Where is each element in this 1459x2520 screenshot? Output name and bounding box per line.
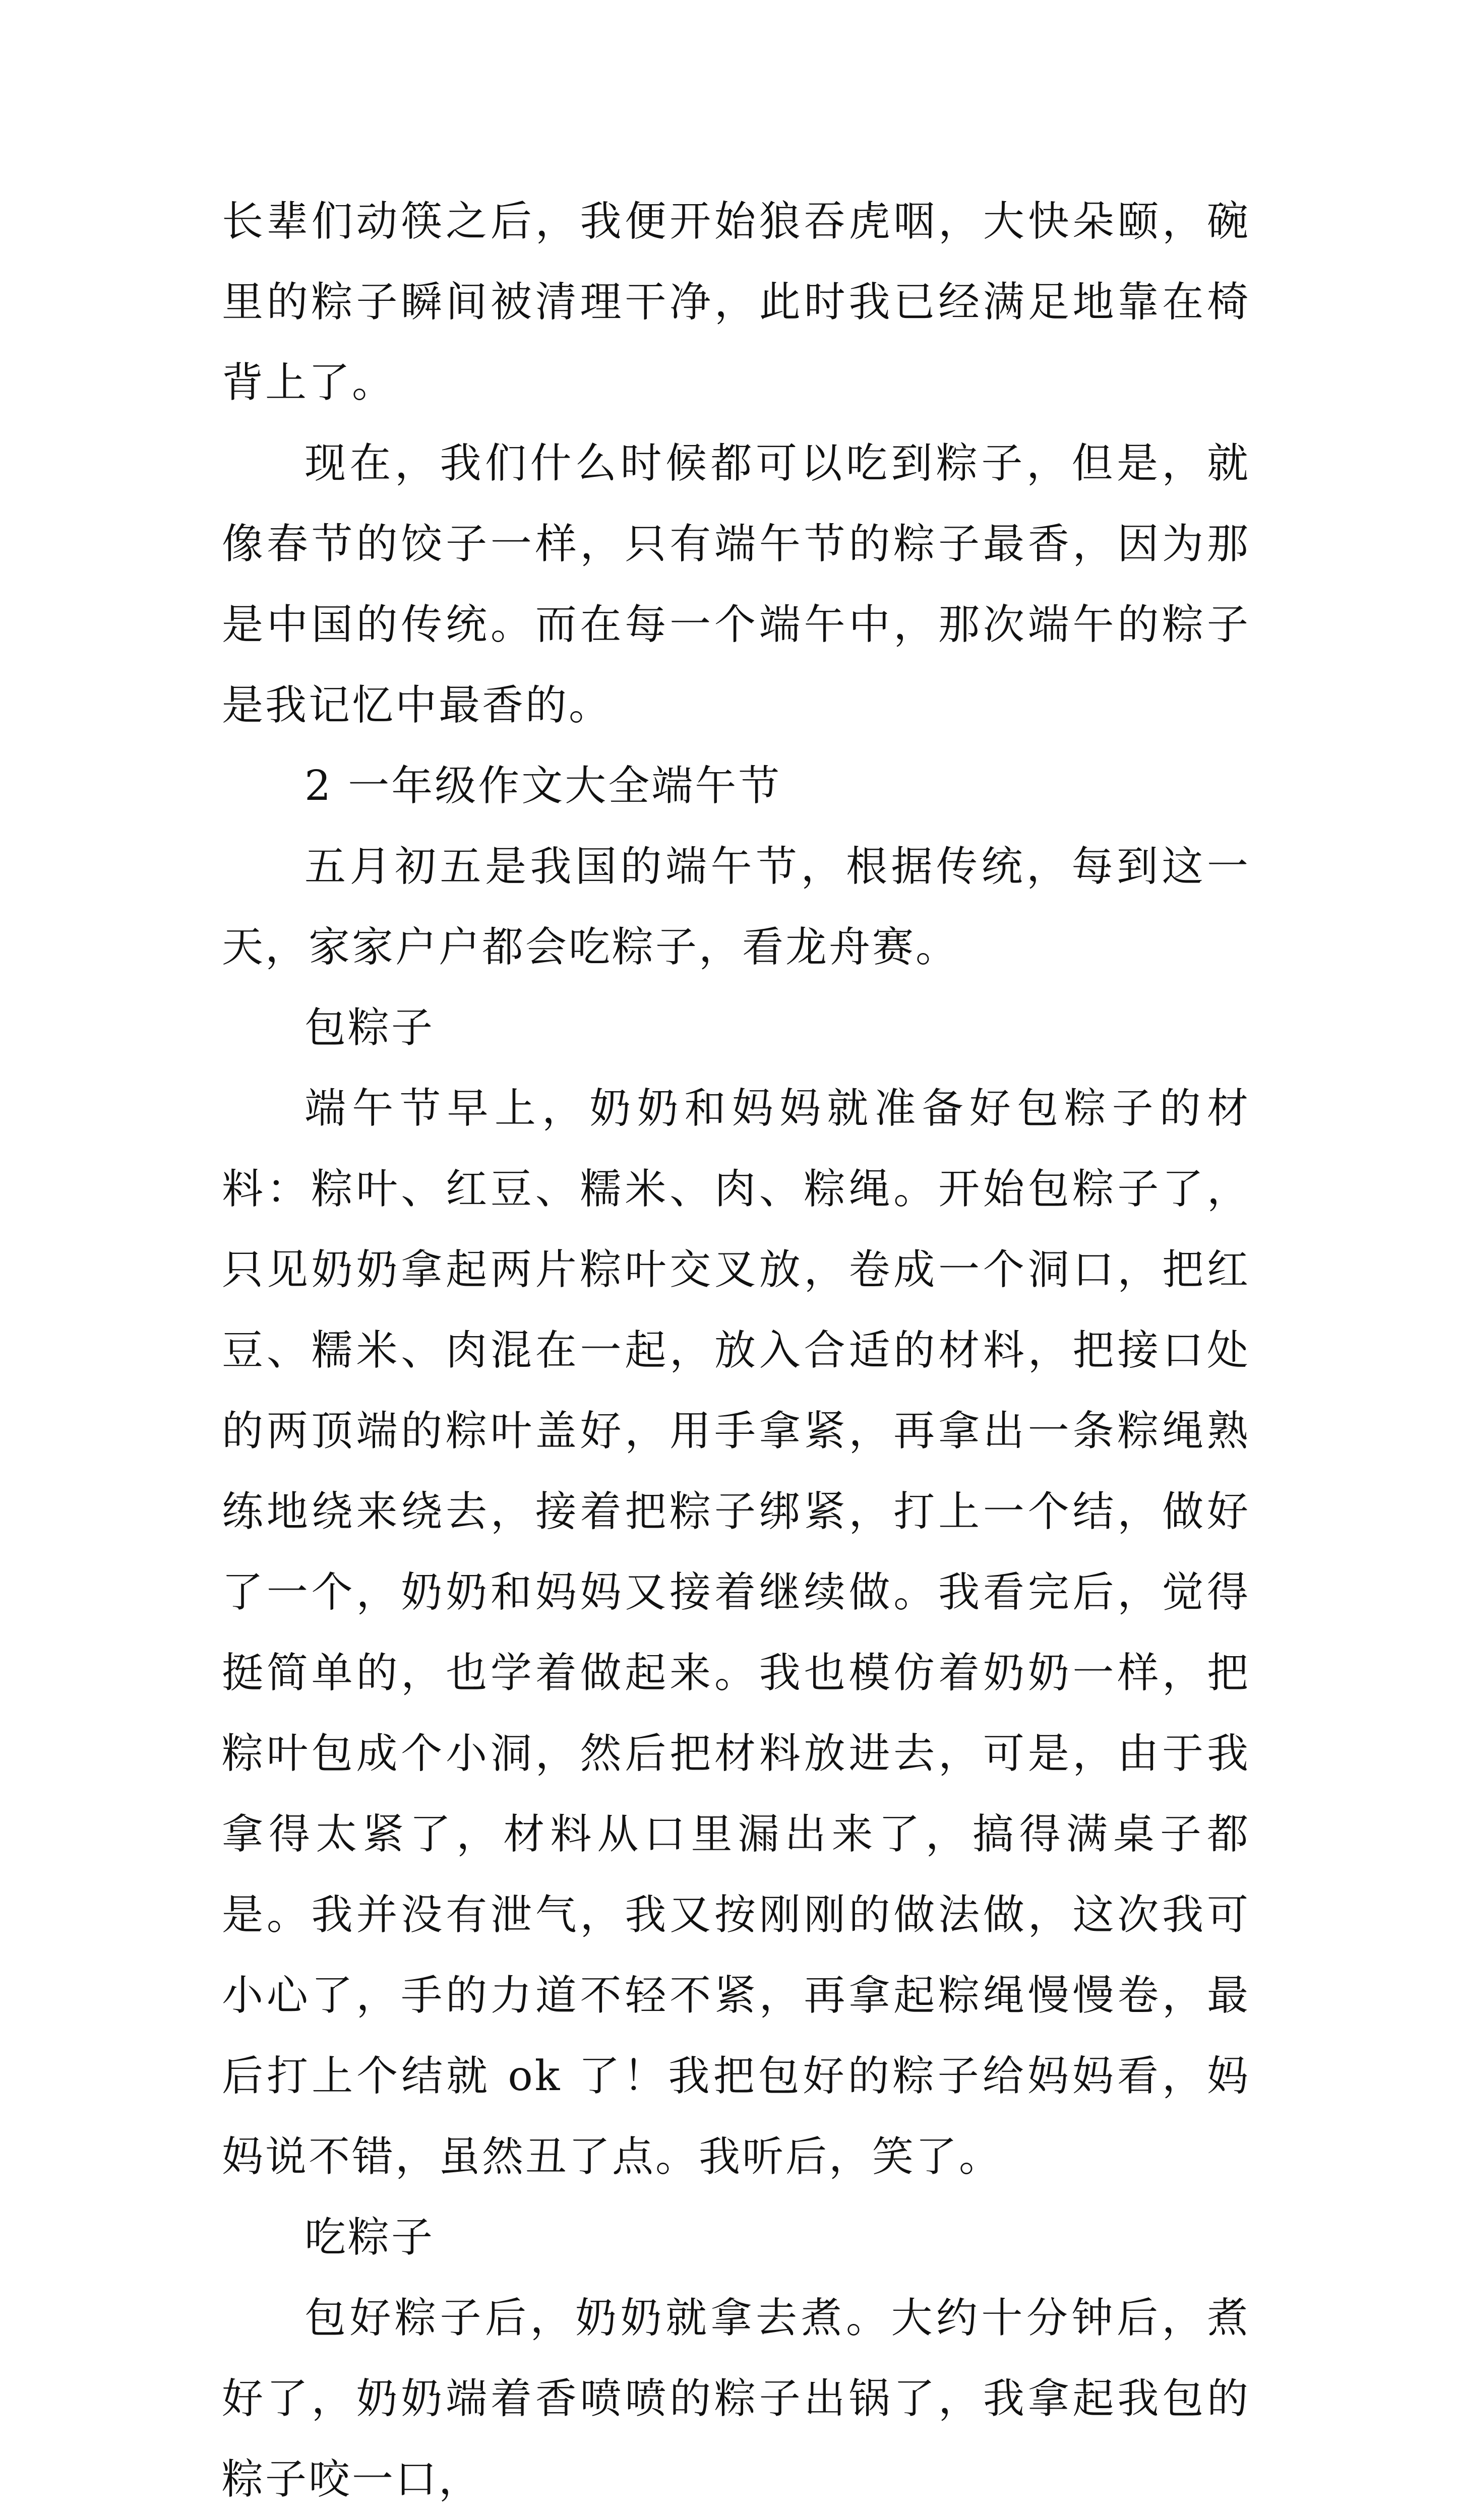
paragraph-continuation: 长辈们动筷之后，我便开始狼吞虎咽，大快朵颐，碗里的粽子瞬间被清理干净，此时我已经满足地靠在椅背上了。 [222,198,1250,407]
paragraph: 现在，我们什么时候都可以吃到粽子，但是，就像春节的饺子一样，只有端午节的粽子最香，因为那是中国的传统。而在每一个端午中，那次端午的粽子是我记忆中最香的。 [222,439,1250,729]
document-body [222,181,1250,2520]
paragraph: 端午节早上，奶奶和妈妈就准备好包粽子的材料：粽叶、红豆、糯米、肉、粽绳。开始包粽子了，只见奶奶拿起两片粽叶交叉放，卷成一个洞口，把红豆、糯米、肉混在一起，放入合适的材料，把接口处的两顶端的粽叶盖好，用手拿紧，再拿出一条粽绳熟练地绕来绕去，接着把粽子绑紧，打上一个结，做好了一个，奶奶和妈妈又接着继续做。我看完后，觉得挺简单的，也学着做起来。我也模仿着奶奶一样，把粽叶包成个小洞，然后把材料放进去，可是，由于我拿得太紧了，材料从口里漏出来了，搞得满桌子都是。我并没有泄气，我又按刚刚的做法做，这次我可小心了，手的力道不轻不紧，再拿起粽绳慢慢卷，最后打上个结就 ok 了！我把包好的粽子给妈妈看，妈妈说不错，虽然丑了点。我听后，笑了。 [222,1085,1250,2181]
section-heading: 吃粽子 [305,2214,435,2261]
section-heading: 包粽子 [305,1004,435,1052]
paragraph: 包好粽子后，奶奶就拿去煮。大约十分钟后，煮好了，奶奶端着香喷喷的粽子出锅了，我拿起我包的粽子咬一口， [222,2294,1250,2503]
paragraph: 五月初五是我国的端午节，根据传统，每到这一天，家家户户都会吃粽子，看龙舟赛。 [222,843,1250,971]
section-heading: 2 一年级作文大全端午节 [305,762,782,810]
